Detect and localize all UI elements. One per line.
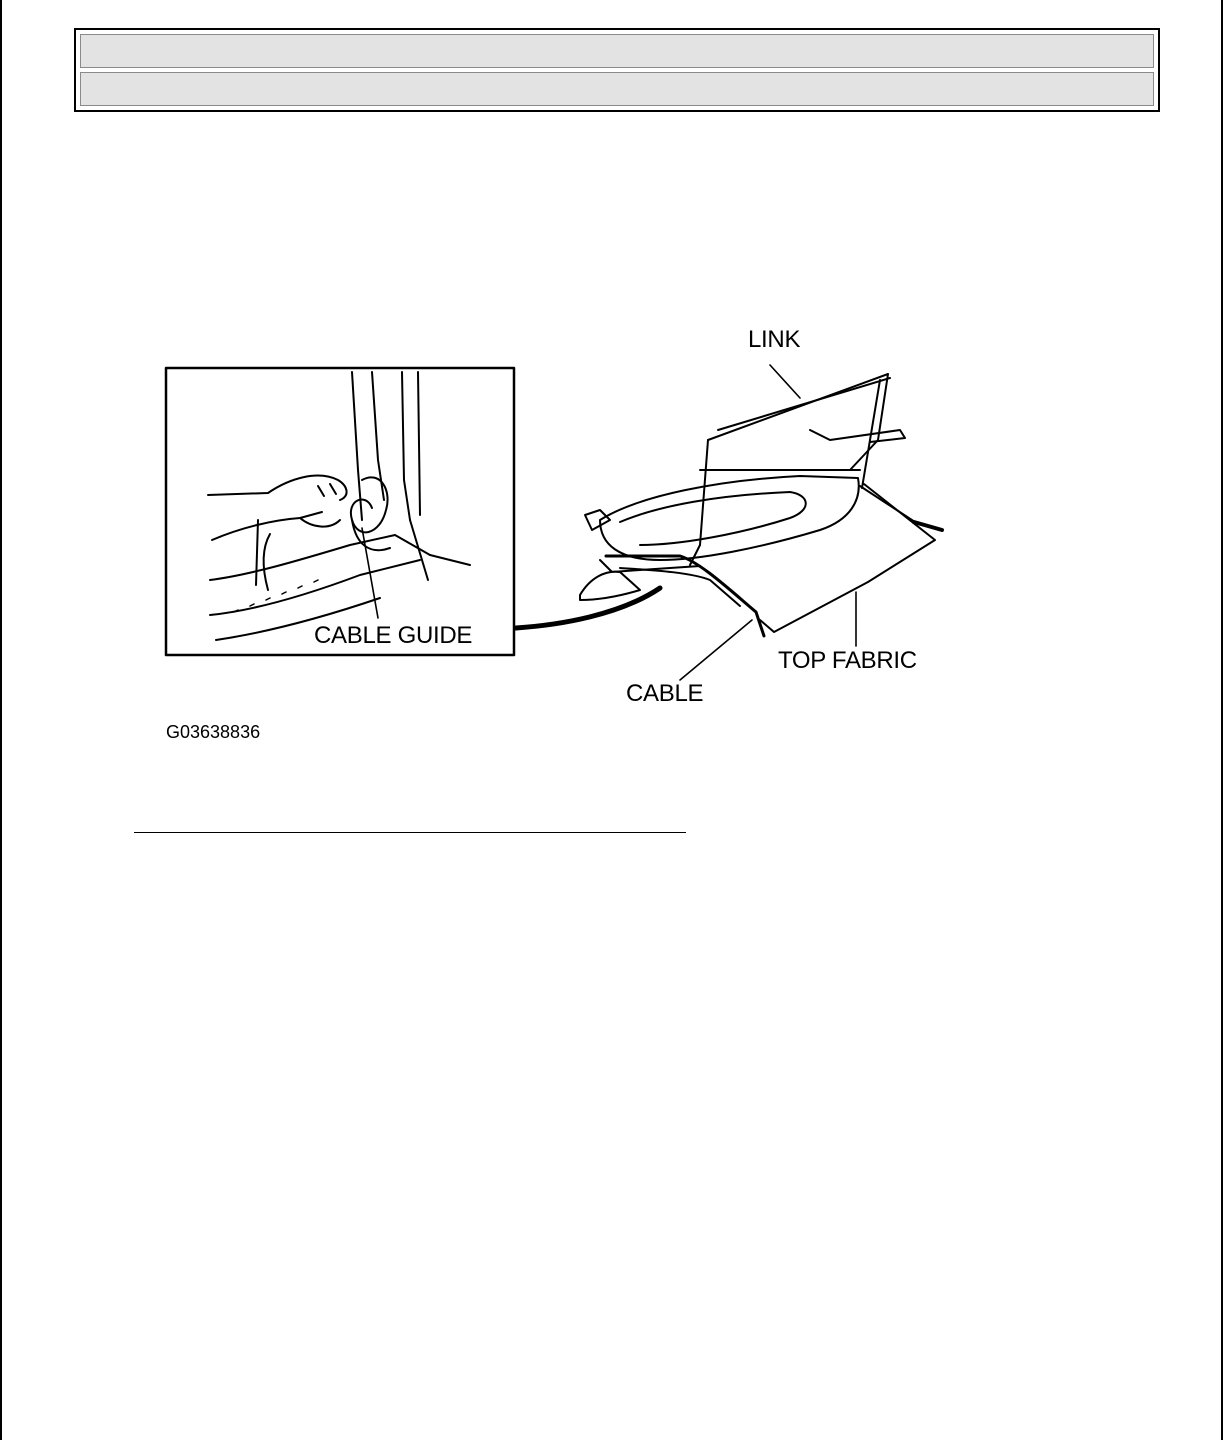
header-subtitle-bar bbox=[80, 72, 1154, 106]
label-link: LINK bbox=[748, 326, 801, 353]
header-box bbox=[74, 28, 1160, 112]
page-border-right bbox=[1221, 0, 1223, 1440]
label-cable: CABLE bbox=[626, 680, 704, 707]
label-cable-guide: CABLE GUIDE bbox=[314, 622, 473, 649]
label-top-fabric: TOP FABRIC bbox=[778, 647, 917, 674]
section-separator bbox=[134, 832, 686, 833]
figure-id: G03638836 bbox=[166, 722, 261, 742]
header-title-bar bbox=[80, 34, 1154, 68]
page-border-left bbox=[0, 0, 2, 1440]
